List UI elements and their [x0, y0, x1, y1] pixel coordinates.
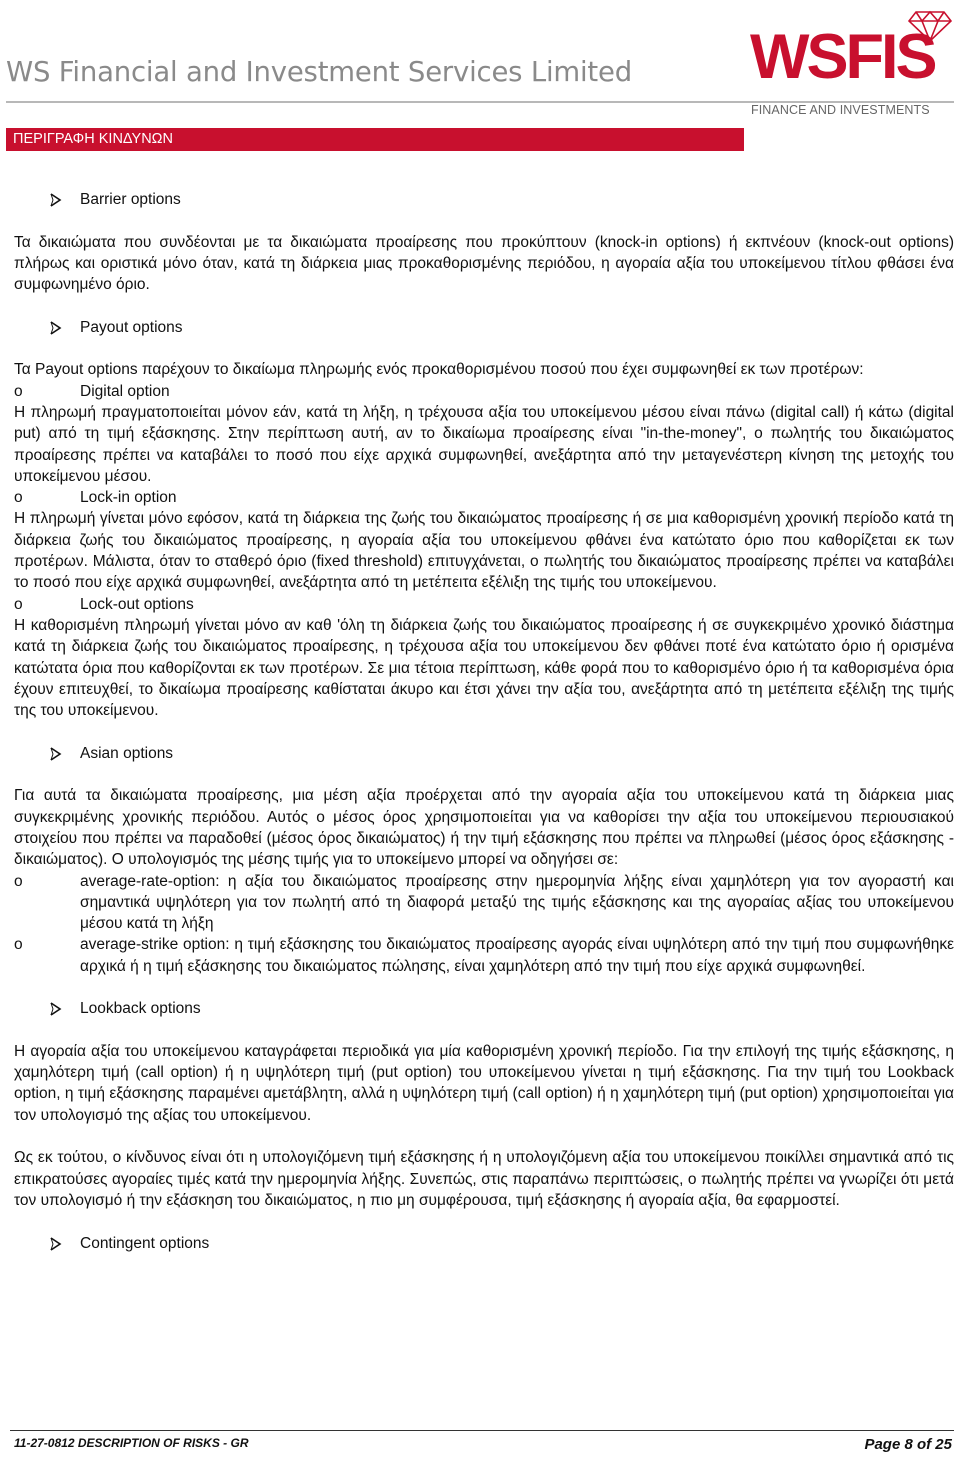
paragraph-payout: Τα Payout options παρέχουν το δικαίωμα πληρωμής ενός προκαθορισμένου ποσού που έχει συμφωνηθεί εκ των προτέρων:	[14, 361, 864, 379]
paragraph-risk: Ως εκ τούτου, ο κίνδυνος είναι ότι η υπολογιζόμενη τιμή εξάσκησης ή η υπολογιζόμενη αξία του υποκείμενου ποικίλλει σημαντικά από τις επικρατούσες αγοραίες τιμές κατά την ημερομηνία λήξης. Συνεπώς, στις παραπάνω περιπτώσεις, ο πωλητής πρέπει να γνωρίζει ότι μετά τον υπολογισμό ή την εξάσκηση του δικαιώματος, η πιο μη συμφέρουσα, τιμή εξάσκησης ή αγοραία αξία, θα εφαρμοστεί.	[14, 1149, 954, 1209]
section-title: ΠΕΡΙΓΡΑΦΗ ΚΙΝΔΥΝΩΝ	[6, 128, 744, 151]
heading-contingent-options: Contingent options	[14, 1233, 954, 1254]
item-average-strike: o average-strike option: η τιμή εξάσκησης του δικαιώματος προαίρεσης αγοράς είναι υψηλότερη από την τιμή που συμφωνήθηκε αρχικά ή η τιμή εξάσκησης του δικαιώματος πώλησης, είναι χαμηλότερη από την τιμή που είχε αρχικά συμφωνηθεί.	[14, 936, 954, 975]
footer-page-number: Page 8 of 25	[864, 1436, 952, 1453]
footer-doc-ref: 11-27-0812 DESCRIPTION OF RISKS - GR	[14, 1436, 249, 1450]
arrow-bullet-icon	[48, 1002, 64, 1016]
document-body	[14, 189, 954, 1254]
heading-lookback-options: Lookback options	[14, 998, 954, 1019]
header-divider	[6, 101, 954, 103]
heading-barrier-options: Barrier options	[14, 189, 954, 210]
paragraph-lockin: Η πληρωμή γίνεται μόνο εφόσον, κατά τη διάρκεια της ζωής του δικαιώματος προαίρεσης ή σε μια καθορισμένη χρονική περίοδο κατά τη διάρκεια ζωής του δικαιώματος προαίρεσης, η αγοραία αξία του υποκείμενου φθάνει ένα κατώτατο όριο που καθορίζεται εκ των προτέρων. Μάλιστα, όταν το σταθερό όριο (fixed threshold) επιτυγχάνεται, ο πωλητής του δικαιώματος προαίρεσης πρέπει να καταβάλει το ποσό που είχε αρχικά συμφωνηθεί, ανεξάρτητα από τη μετέπειτα εξέλιξη της τιμής του υποκείμενου.	[14, 510, 954, 592]
company-name: WS Financial and Investment Services Limited	[6, 56, 632, 88]
sub-heading-lockin: o Lock-in option	[14, 489, 177, 507]
heading-payout-options: Payout options	[14, 317, 954, 338]
arrow-bullet-icon	[48, 193, 64, 207]
wsfis-logo	[748, 10, 958, 122]
paragraph-barrier: Τα δικαιώματα που συνδέονται με τα δικαιώματα προαίρεσης που προκύπτουν (knock-in options) ή εκπνέουν (knock-out options) πλήρως και οριστικά μόνο όταν, κατά τη διάρκεια μιας προκαθορισμένης περιόδου, η αγοραία αξία του υποκείμενου τίτλου φθάσει ένα συμφωνημένο όριο.	[14, 233, 954, 294]
arrow-bullet-icon	[48, 1237, 64, 1251]
sub-heading-digital: o Digital option	[14, 382, 170, 400]
arrow-bullet-icon	[48, 747, 64, 761]
paragraph-asian: Για αυτά τα δικαιώματα προαίρεσης, μια μέση αξία προέρχεται από την αγοραία αξία του υποκείμενου κατά τη διάρκεια μιας συγκεκριμένης χρονικής περιόδου. Αυτός ο μέσος όρος χρησιμοποιείται για να καθορίσει την αξία του υποκείμενου περιουσιακού στοιχείου που πρέπει να παραδοθεί (μέσος όρος δικαιώματος) ή την τιμή εξάσκησης που πρέπει να πληρωθεί (μέσος όρος εξάσκησης - δικαιώματος). Ο υπολογισμός της μέσης τιμής για το υποκείμενο μπορεί να οδηγήσει σε:	[14, 787, 954, 869]
logo-text: WSFIS	[750, 22, 935, 92]
sub-heading-lockout: o Lock-out options	[14, 595, 194, 613]
arrow-bullet-icon	[48, 321, 64, 335]
heading-asian-options: Asian options	[14, 743, 954, 764]
paragraph-lockout: Η καθορισμένη πληρωμή γίνεται μόνο αν καθ 'όλη τη διάρκεια ζωής του δικαιώματος προαίρεσης ή σε συγκεκριμένο χρονικό διάστημα κατά τη διάρκεια ζωής του δικαιώματος προαίρεσης, η τρέχουσα αξία του υποκείμενου δεν φθάνει ποτέ ένα κατώτατο όριο ή ορισμένα κατώτατα όρια που καθορίζονται εκ των προτέρων. Σε μια τέτοια περίπτωση, κάθε φορά που το καθορισμένο όριο ή τα καθορισμένα όρια έχουν επιτευχθεί, το δικαίωμα προαίρεσης καθίσταται άκυρο και έτσι χάνει την αξία του, ανεξάρτητα από τη μετέπειτα εξέλιξη της τιμής της του υποκείμενου.	[14, 616, 954, 720]
paragraph-digital: Η πληρωμή πραγματοποιείται μόνον εάν, κατά τη λήξη, η τρέχουσα αξία του υποκείμενου μέσου είναι πάνω (digital call) ή κάτω (digital put) από τη τιμή εξάσκησης. Στην περίπτωση αυτή, αν το δικαίωμα προαίρεσης είναι "in-the-money", ο πωλητής του δικαιώματος προαίρεσης πρέπει να καταβάλει το ποσό που είχε αρχικά συμφωνηθεί, ανεξάρτητα από την μεταγενέστερη κίνηση της μετοχής του υποκείμενου μέσου.	[14, 403, 954, 485]
paragraph-lookback: Η αγοραία αξία του υποκείμενου καταγράφεται περιοδικά για μία καθορισμένη χρονική περίοδο. Για την επιλογή της τιμής εξάσκησης, η χαμηλότερη τιμή (call option) ή η υψηλότερη τιμή (put option) του υποκείμενου γίνεται η τιμή εξάσκησης. Για την τιμή του Lookback option, η τιμή εξάσκησης παραμένει αμετάβλητη, αλλά η υψηλότερη τιμή (call option) ή η χαμηλότερη τιμή (put option) χρησιμοποιείται για τον υπολογισμό της αξίας του υποκείμενου.	[14, 1042, 954, 1124]
footer-divider	[10, 1430, 954, 1431]
logo-subtitle: FINANCE AND INVESTMENTS	[751, 103, 930, 117]
item-average-rate: o average-rate-option: η αξία του δικαιώματος προαίρεσης στην ημερομηνία λήξης είναι χαμηλότερη για τον αγοραστή και σημαντικά υψηλότερη για τον πωλητή από τη διαφορά μεταξύ της τιμής εξάσκησης και της αγοραίας αξίας του υποκείμενου μέσου κατά τη λήξη	[14, 872, 954, 933]
